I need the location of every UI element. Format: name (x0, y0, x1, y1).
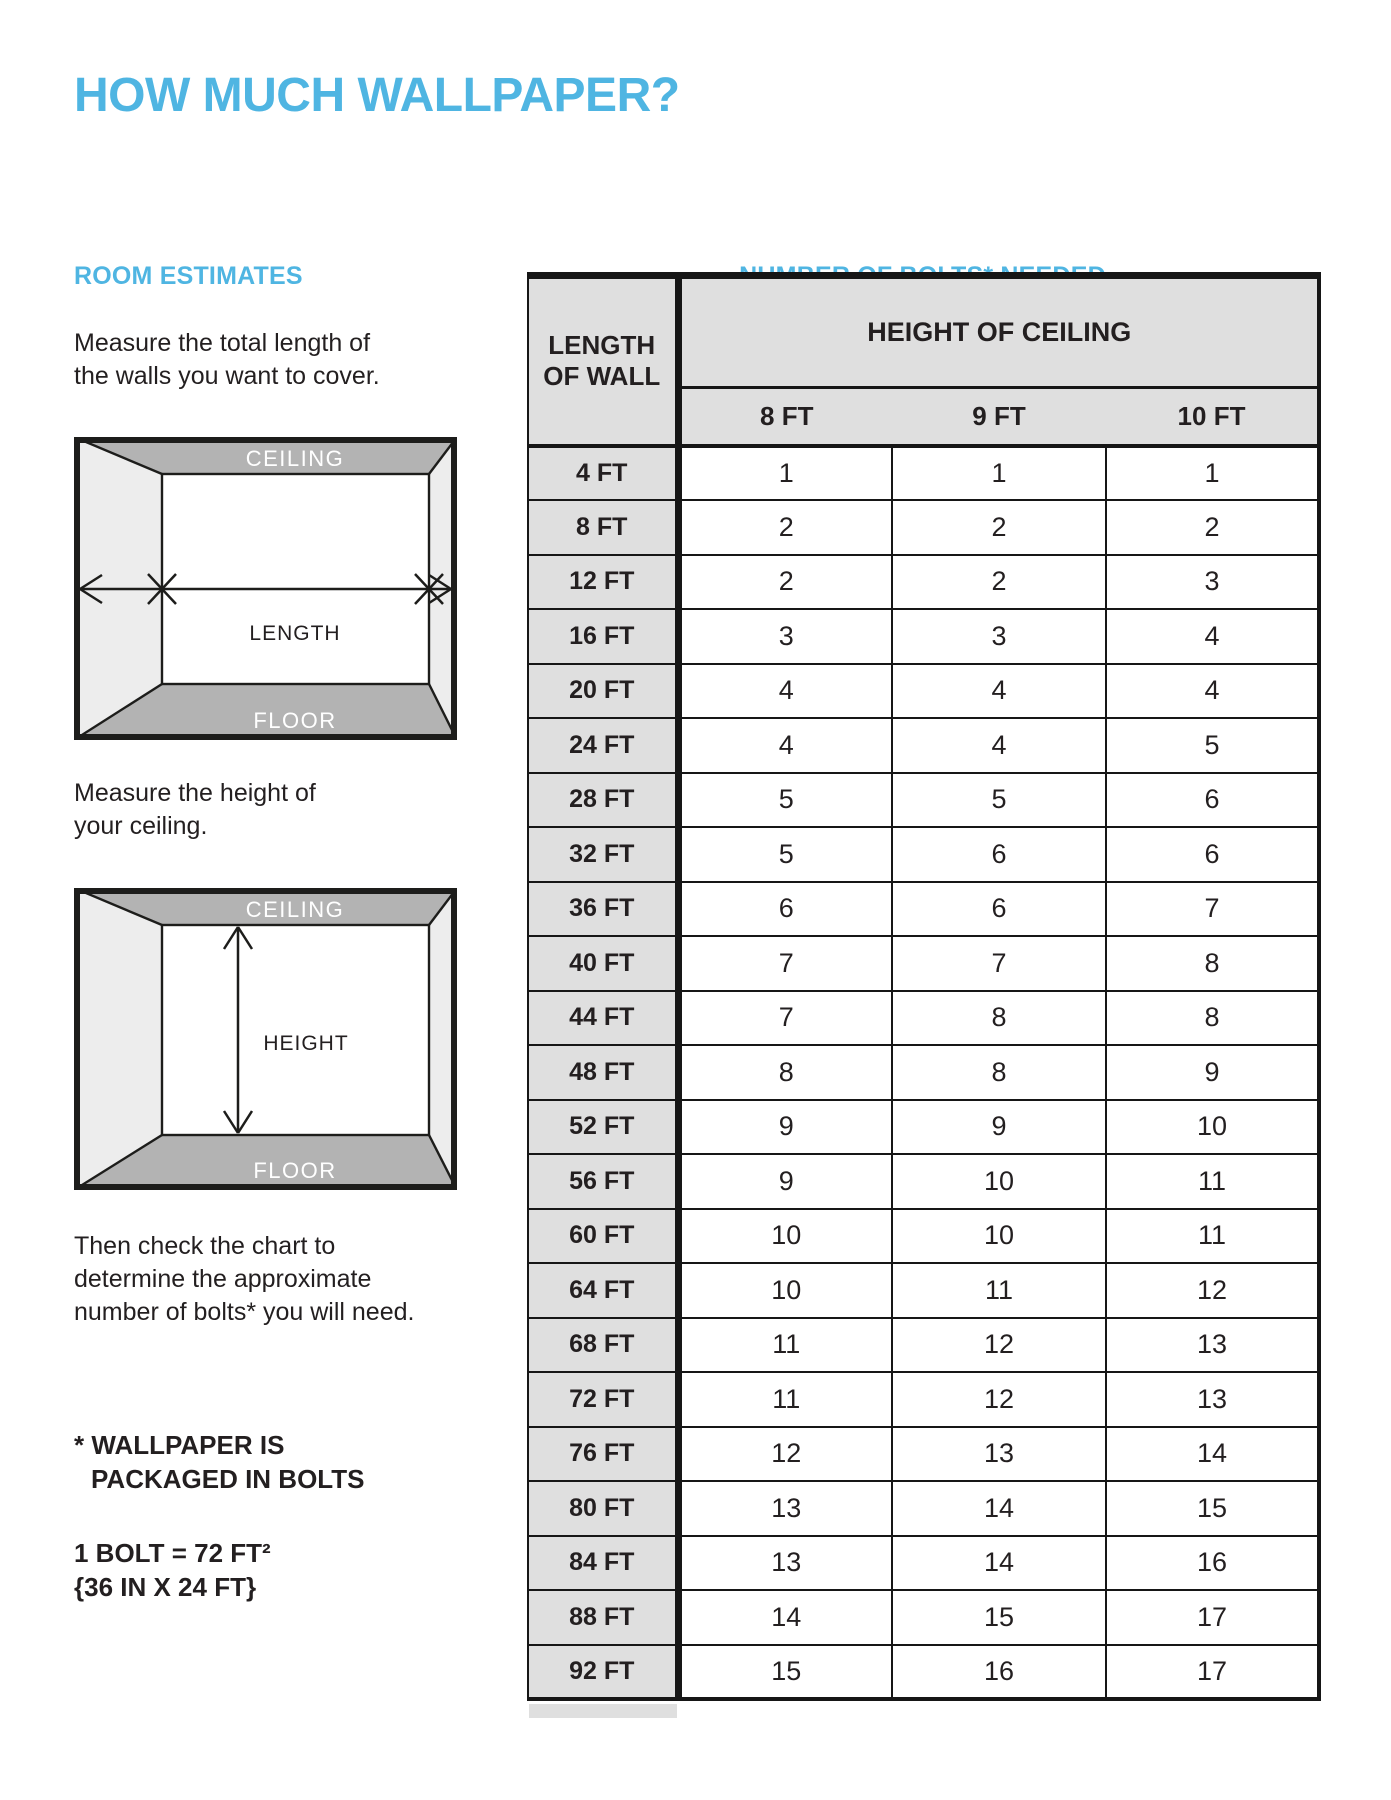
page-title: HOW MUCH WALLPAPER? (74, 69, 680, 122)
value-cell-10ft: 4 (1106, 609, 1319, 664)
value-cell-10ft: 13 (1106, 1318, 1319, 1373)
value-cell-8ft: 7 (678, 936, 892, 991)
wallpaper-footnote-line2: PACKAGED IN BOLTS (91, 1464, 365, 1494)
bolt-table-container (527, 272, 1318, 1701)
value-cell-10ft: 6 (1106, 827, 1319, 882)
value-cell-9ft: 14 (892, 1536, 1106, 1591)
room-length-diagram (74, 437, 457, 740)
table-row (528, 1427, 1319, 1482)
value-cell-9ft: 15 (892, 1590, 1106, 1645)
table-row (528, 1481, 1319, 1536)
length-measure-label: LENGTH (249, 622, 341, 645)
value-cell-10ft: 8 (1106, 936, 1319, 991)
row-label-cell: 56 FT (528, 1154, 678, 1209)
value-cell-8ft: 2 (678, 555, 892, 610)
value-cell-9ft: 8 (892, 991, 1106, 1046)
row-label-cell: 16 FT (528, 609, 678, 664)
value-cell-8ft: 11 (678, 1318, 892, 1373)
value-cell-8ft: 13 (678, 1481, 892, 1536)
value-cell-9ft: 13 (892, 1427, 1106, 1482)
value-cell-8ft: 9 (678, 1100, 892, 1155)
instruction-height (74, 777, 316, 843)
row-label-cell: 36 FT (528, 882, 678, 937)
row-label-cell: 76 FT (528, 1427, 678, 1482)
back-wall (162, 925, 429, 1135)
room-height-diagram (74, 888, 457, 1190)
instruction-chart-line3: number of bolts* you will need. (74, 1298, 415, 1326)
table-row (528, 500, 1319, 555)
value-cell-9ft: 11 (892, 1263, 1106, 1318)
table-row (528, 1372, 1319, 1427)
value-cell-8ft: 10 (678, 1209, 892, 1264)
value-cell-10ft: 11 (1106, 1209, 1319, 1264)
value-cell-8ft: 8 (678, 1045, 892, 1100)
table-row (528, 827, 1319, 882)
table-row (528, 1263, 1319, 1318)
room-height-diagram-svg (74, 888, 457, 1190)
table-row (528, 1536, 1319, 1591)
value-cell-10ft: 17 (1106, 1590, 1319, 1645)
row-label-cell: 24 FT (528, 718, 678, 773)
table-row (528, 1154, 1319, 1209)
value-cell-8ft: 12 (678, 1427, 892, 1482)
value-cell-8ft: 5 (678, 827, 892, 882)
value-cell-10ft: 10 (1106, 1100, 1319, 1155)
row-label-cell: 28 FT (528, 773, 678, 828)
value-cell-9ft: 6 (892, 882, 1106, 937)
value-cell-8ft: 15 (678, 1645, 892, 1700)
col-header-8ft: 8 FT (678, 388, 892, 446)
value-cell-8ft: 11 (678, 1372, 892, 1427)
row-label-cell: 64 FT (528, 1263, 678, 1318)
value-cell-9ft: 1 (892, 446, 1106, 501)
col-header-9ft: 9 FT (892, 388, 1106, 446)
row-label-cell: 88 FT (528, 1590, 678, 1645)
value-cell-10ft: 4 (1106, 664, 1319, 719)
room-length-diagram-svg (74, 437, 457, 740)
row-label-cell: 44 FT (528, 991, 678, 1046)
ceiling-label: CEILING (245, 897, 345, 922)
value-cell-10ft: 12 (1106, 1263, 1319, 1318)
row-label-cell: 52 FT (528, 1100, 678, 1155)
row-label-cell: 20 FT (528, 664, 678, 719)
floor-label: FLOOR (253, 1158, 337, 1183)
table-row (528, 555, 1319, 610)
wallpaper-footnote (74, 1428, 364, 1496)
table-row (528, 991, 1319, 1046)
value-cell-8ft: 9 (678, 1154, 892, 1209)
value-cell-9ft: 4 (892, 664, 1106, 719)
table-row (528, 936, 1319, 991)
back-wall (162, 474, 429, 684)
value-cell-9ft: 9 (892, 1100, 1106, 1155)
value-cell-8ft: 4 (678, 718, 892, 773)
value-cell-8ft: 1 (678, 446, 892, 501)
value-cell-10ft: 5 (1106, 718, 1319, 773)
value-cell-8ft: 14 (678, 1590, 892, 1645)
value-cell-9ft: 3 (892, 609, 1106, 664)
value-cell-8ft: 10 (678, 1263, 892, 1318)
ceiling-label: CEILING (245, 446, 345, 471)
value-cell-8ft: 5 (678, 773, 892, 828)
value-cell-10ft: 9 (1106, 1045, 1319, 1100)
value-cell-10ft: 17 (1106, 1645, 1319, 1700)
value-cell-10ft: 7 (1106, 882, 1319, 937)
value-cell-9ft: 14 (892, 1481, 1106, 1536)
value-cell-9ft: 10 (892, 1209, 1106, 1264)
row-label-cell: 92 FT (528, 1645, 678, 1700)
instruction-height-line1: Measure the height of (74, 779, 316, 807)
table-footer-stub (529, 1704, 677, 1718)
bolt-dimensions: {36 IN X 24 FT} (74, 1572, 257, 1602)
row-label-cell: 72 FT (528, 1372, 678, 1427)
table-row (528, 1045, 1319, 1100)
table-row (528, 1590, 1319, 1645)
value-cell-10ft: 14 (1106, 1427, 1319, 1482)
value-cell-10ft: 6 (1106, 773, 1319, 828)
value-cell-9ft: 5 (892, 773, 1106, 828)
instruction-chart-line1: Then check the chart to (74, 1232, 336, 1260)
bolt-definition (74, 1536, 271, 1604)
table-row (528, 446, 1319, 501)
value-cell-9ft: 8 (892, 1045, 1106, 1100)
floor-label: FLOOR (253, 708, 337, 733)
table-row (528, 609, 1319, 664)
row-label-cell: 48 FT (528, 1045, 678, 1100)
row-label-cell: 12 FT (528, 555, 678, 610)
table-row (528, 1209, 1319, 1264)
value-cell-9ft: 2 (892, 500, 1106, 555)
wallpaper-footnote-line1: * WALLPAPER IS (74, 1430, 285, 1460)
table-row (528, 1318, 1319, 1373)
value-cell-8ft: 13 (678, 1536, 892, 1591)
value-cell-9ft: 16 (892, 1645, 1106, 1700)
row-label-cell: 60 FT (528, 1209, 678, 1264)
instruction-height-line2: your ceiling. (74, 812, 208, 840)
table-row (528, 1100, 1319, 1155)
value-cell-9ft: 12 (892, 1318, 1106, 1373)
table-row (528, 773, 1319, 828)
value-cell-9ft: 7 (892, 936, 1106, 991)
value-cell-9ft: 12 (892, 1372, 1106, 1427)
value-cell-10ft: 13 (1106, 1372, 1319, 1427)
col-header-10ft: 10 FT (1106, 388, 1319, 446)
value-cell-8ft: 7 (678, 991, 892, 1046)
table-row (528, 718, 1319, 773)
value-cell-10ft: 11 (1106, 1154, 1319, 1209)
value-cell-8ft: 6 (678, 882, 892, 937)
bolt-table (527, 272, 1321, 1701)
row-header-cell (528, 276, 678, 446)
instruction-length (74, 327, 380, 393)
value-cell-9ft: 2 (892, 555, 1106, 610)
bolt-table-head (528, 276, 1319, 446)
table-row (528, 882, 1319, 937)
table-row (528, 1645, 1319, 1700)
height-measure-label: HEIGHT (263, 1032, 349, 1055)
row-label-cell: 4 FT (528, 446, 678, 501)
bolt-table-body (528, 446, 1319, 1700)
value-cell-9ft: 10 (892, 1154, 1106, 1209)
row-label-cell: 40 FT (528, 936, 678, 991)
room-estimates-heading: ROOM ESTIMATES (74, 262, 303, 290)
value-cell-10ft: 2 (1106, 500, 1319, 555)
bolt-equation: 1 BOLT = 72 FT² (74, 1538, 271, 1568)
value-cell-10ft: 8 (1106, 991, 1319, 1046)
value-cell-10ft: 1 (1106, 446, 1319, 501)
row-label-cell: 80 FT (528, 1481, 678, 1536)
value-cell-8ft: 3 (678, 609, 892, 664)
header-row-1 (528, 276, 1319, 388)
instruction-chart-line2: determine the approximate (74, 1265, 372, 1293)
row-label-cell: 68 FT (528, 1318, 678, 1373)
value-cell-10ft: 15 (1106, 1481, 1319, 1536)
height-of-ceiling-header: HEIGHT OF CEILING (678, 276, 1319, 388)
value-cell-9ft: 6 (892, 827, 1106, 882)
row-label-cell: 84 FT (528, 1536, 678, 1591)
row-label-cell: 32 FT (528, 827, 678, 882)
value-cell-8ft: 4 (678, 664, 892, 719)
row-header-line1: LENGTH (548, 330, 656, 361)
value-cell-10ft: 16 (1106, 1536, 1319, 1591)
value-cell-9ft: 4 (892, 718, 1106, 773)
instruction-chart (74, 1230, 414, 1329)
value-cell-10ft: 3 (1106, 555, 1319, 610)
instruction-length-line1: Measure the total length of (74, 329, 371, 357)
row-header-line2: OF WALL (543, 361, 661, 392)
instruction-length-line2: the walls you want to cover. (74, 362, 380, 390)
value-cell-8ft: 2 (678, 500, 892, 555)
table-row (528, 664, 1319, 719)
row-label-cell: 8 FT (528, 500, 678, 555)
